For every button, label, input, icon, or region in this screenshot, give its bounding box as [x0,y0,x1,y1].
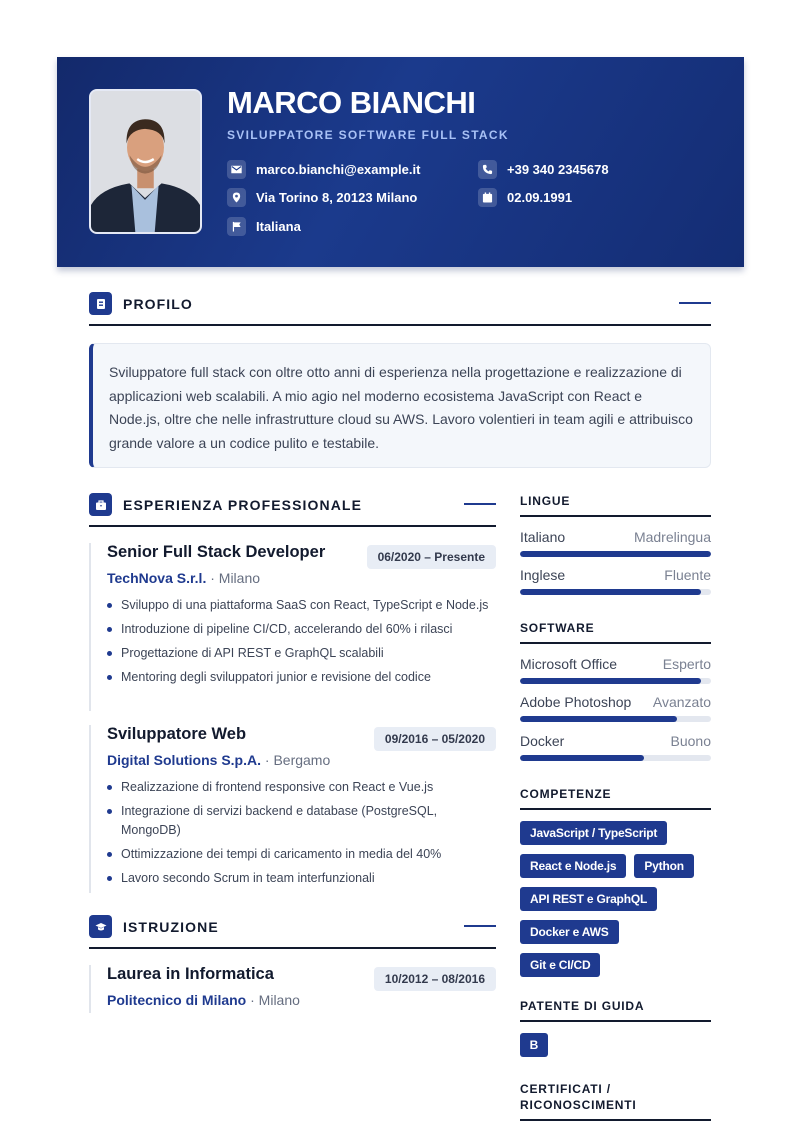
job-bullet: Sviluppo di una piattaforma SaaS con React, TypeScript e Node.js [107,596,496,615]
company-name: TechNova S.r.l. [107,570,207,586]
heading-accent-line [464,503,496,505]
job-bullet: Mentoring degli sviluppatori junior e revisione del codice [107,668,496,687]
job-bullet-list [107,596,496,687]
language-level: Madrelingua [633,529,711,545]
degree-title: Laurea in Informatica [107,965,274,983]
job-title: Senior Full Stack Developer [107,543,326,561]
software-level-bar [520,678,711,684]
job-title: Sviluppatore Web [107,725,247,743]
software-level: Avanzato [652,694,711,710]
profile-section-heading [89,292,711,326]
company-name: Digital Solutions S.p.A. [107,752,261,768]
software-level-bar [520,755,711,761]
contact-nationality-text: Italiana [256,219,301,234]
contact-nationality [227,217,301,236]
education-date-badge: 10/2012 – 08/2016 [374,967,496,991]
job-entry [89,725,496,893]
profile-text: Sviluppatore full stack con oltre otto anni di esperienza nella progettazione e realizzazione di applicazioni web scalabili. A mio agio nel moderno ecosistema JavaScript con React e Node.js, oltre che nelle infrastrutture cloud su AWS. Lavoro volentieri in team agili e attribuisco grande valore a un codice pulito e testabile. [109,364,693,451]
job-company-line [107,752,496,768]
contact-email[interactable] [227,160,420,179]
language-name: Inglese [520,567,566,583]
calendar-icon [478,188,497,207]
contact-email-text: marco.bianchi@example.it [256,162,421,177]
skill-tag: Python [634,854,693,878]
software-heading: SOFTWARE [520,620,711,644]
language-name: Italiano [520,529,566,545]
software-item [520,694,711,722]
contact-birthdate [478,188,572,207]
job-date-badge: 09/2016 – 05/2020 [374,727,496,751]
level-bar-fill [520,755,644,761]
certificates-heading: CERTIFICATI / RICONOSCIMENTI [520,1081,711,1121]
software-name: Docker [520,733,565,749]
profile-photo [89,89,202,234]
school-location: · Milano [250,992,300,1008]
briefcase-icon [89,493,112,516]
level-bar-fill [520,716,677,722]
skill-tag: JavaScript / TypeScript [520,821,667,845]
skills-heading: COMPETENZE [520,786,711,810]
job-bullet: Introduzione di pipeline CI/CD, accelerando del 60% i rilasci [107,620,496,639]
software-name: Microsoft Office [520,656,617,672]
phone-icon [478,160,497,179]
languages-heading: LINGUE [520,493,711,517]
language-level-bar [520,551,711,557]
skill-tag: Docker e AWS [520,920,619,944]
profile-summary [89,343,711,468]
experience-title: ESPERIENZA PROFESSIONALE [123,497,363,513]
job-bullet: Realizzazione di frontend responsive con React e Vue.js [107,778,496,797]
school-name: Politecnico di Milano [107,992,247,1008]
skill-tag-list [520,821,720,986]
software-level: Esperto [662,656,711,672]
graduation-cap-icon [89,915,112,938]
software-name: Adobe Photoshop [520,694,632,710]
education-entry [89,965,496,1013]
language-item [520,529,711,557]
software-level-bar [520,716,711,722]
contact-phone-text: +39 340 2345678 [507,162,609,177]
software-level: Buono [670,733,711,749]
contact-phone[interactable] [478,160,609,179]
contact-birthdate-text: 02.09.1991 [507,190,573,205]
job-role: SVILUPPATORE SOFTWARE FULL STACK [227,128,509,142]
experience-section-heading [89,493,496,527]
software-item [520,656,711,684]
heading-accent-line [464,925,496,927]
software-item [520,733,711,761]
education-title: ISTRUZIONE [123,919,219,935]
job-bullet: Integrazione di servizi backend e database (PostgreSQL, MongoDB) [107,802,496,840]
school-line [107,992,496,1008]
flag-icon [227,217,246,236]
skill-tag: API REST e GraphQL [520,887,657,911]
id-card-icon [89,292,112,315]
education-section-heading [89,915,496,949]
level-bar-fill [520,678,701,684]
job-bullet: Lavoro secondo Scrum in team interfunzionali [107,869,496,888]
profile-title: PROFILO [123,296,193,312]
job-bullet: Progettazione di API REST e GraphQL scalabili [107,644,496,663]
map-pin-icon [227,188,246,207]
level-bar-fill [520,551,711,557]
license-heading: PATENTE DI GUIDA [520,998,711,1022]
resume-header [57,57,744,267]
language-level-bar [520,589,711,595]
full-name: MARCO BIANCHI [227,85,476,120]
skill-tag: Git e CI/CD [520,953,600,977]
job-bullet: Ottimizzazione dei tempi di caricamento in media del 40% [107,845,496,864]
language-item [520,567,711,595]
job-bullet-list [107,778,496,888]
job-entry [89,543,496,711]
company-location: · Bergamo [264,752,331,768]
skill-tag: React e Node.js [520,854,626,878]
heading-accent-line [679,302,711,304]
portrait-image [91,91,200,232]
company-location: · Milano [210,570,261,586]
level-bar-fill [520,589,701,595]
language-level: Fluente [664,567,711,583]
license-badge: B [520,1033,548,1057]
job-date-badge: 06/2020 – Presente [367,545,496,569]
job-company-line [107,570,496,586]
contact-address [227,188,417,207]
contact-address-text: Via Torino 8, 20123 Milano [256,190,418,205]
envelope-icon [227,160,246,179]
